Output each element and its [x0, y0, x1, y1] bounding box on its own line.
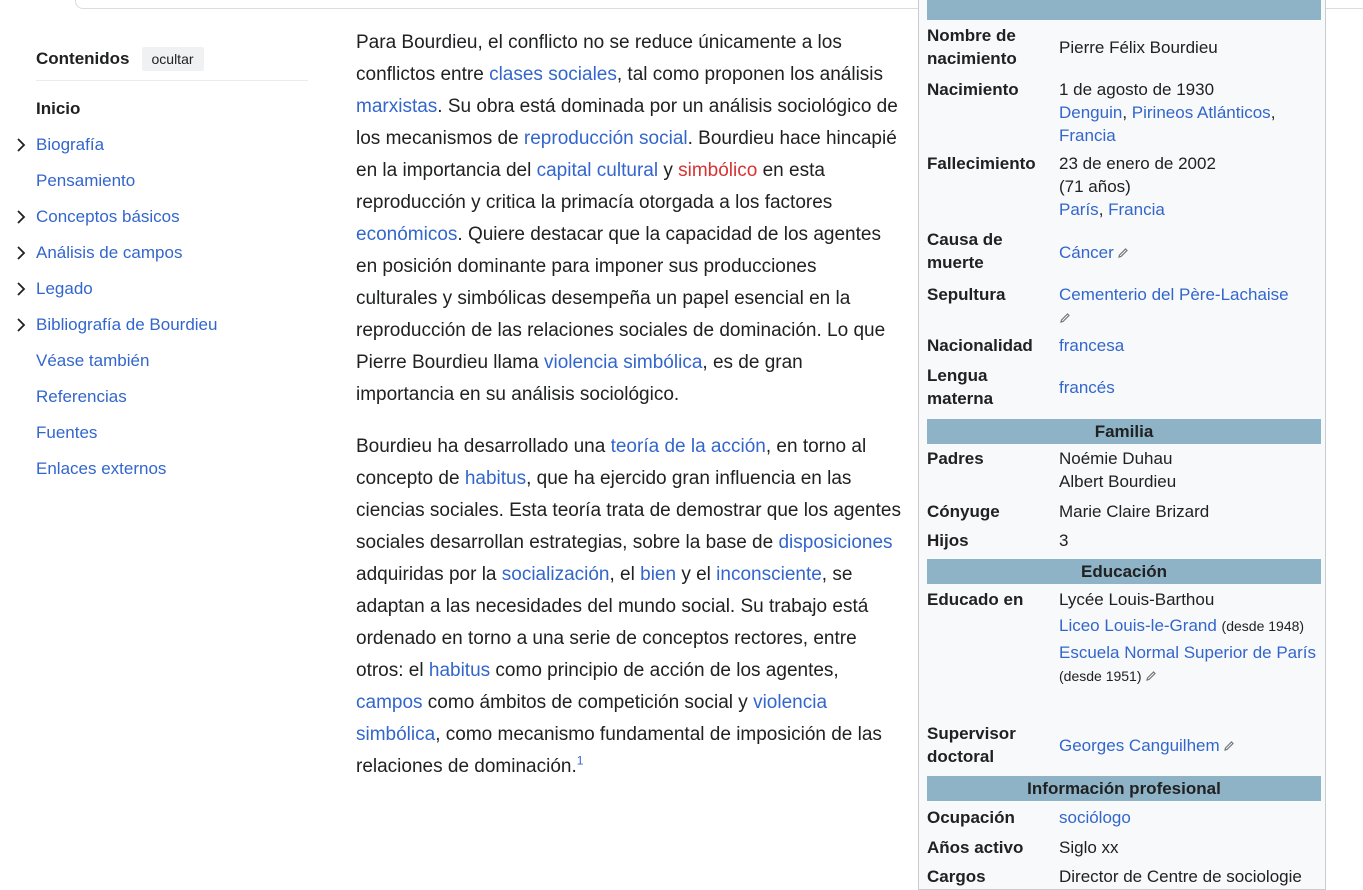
link-frances[interactable]: francés [1059, 378, 1115, 397]
text: , es de gran importancia en su análisis sociológico. [356, 352, 803, 405]
infobox-row-supervisor [927, 722, 1321, 772]
label: Cónyuge [927, 502, 1000, 521]
value [1059, 241, 1321, 265]
school-note: (desde 1951) [1059, 668, 1142, 684]
pencil-icon[interactable] [1223, 735, 1235, 758]
toc-list [36, 91, 308, 487]
label: Educado en [927, 590, 1024, 609]
link-teoria-accion[interactable]: teoría de la acción [610, 436, 766, 457]
link-inconsciente[interactable]: inconsciente [716, 564, 822, 585]
value: Pierre Félix Bourdieu [1059, 38, 1218, 57]
value [1059, 447, 1321, 493]
infobox-row-birth-name [927, 24, 1321, 74]
toc-item-label: Inicio [36, 99, 81, 118]
label: Ocupación [927, 808, 1015, 827]
link-sociologo[interactable]: sociólogo [1059, 808, 1131, 827]
link-pirineos[interactable]: Pirineos Atlánticos [1131, 103, 1271, 122]
label: Cargos [927, 867, 986, 886]
school: Lycée Louis-Barthou [1059, 590, 1215, 609]
link-louis-le-grand[interactable]: Liceo Louis-le-Grand [1059, 616, 1217, 635]
infobox-row-occupation [927, 806, 1321, 830]
infobox-row-positions [927, 865, 1321, 889]
infobox-row-spouse [927, 500, 1321, 524]
infobox-row-parents [927, 447, 1321, 495]
death-date: 23 de enero de 2002 [1059, 154, 1216, 173]
toc-item-inicio[interactable] [36, 91, 308, 127]
text: . Bourdieu hace hincapié en la importancia del [356, 128, 897, 181]
toc-item-conceptos[interactable] [36, 199, 308, 235]
text: , que ha ejercido gran influencia en las ciencias sociales. Esta teoría trata de demostrar que los agentes sociales desarrollan estrategias, sobre la base de [356, 468, 901, 553]
parent: Albert Bourdieu [1059, 472, 1177, 491]
toc-item-label[interactable]: Bibliografía de Bourdieu [36, 315, 218, 334]
school-note: (desde 1948) [1221, 618, 1305, 634]
toc-item-analisis[interactable] [36, 235, 308, 271]
article-body [356, 27, 901, 803]
reference-link[interactable]: 1 [576, 753, 584, 768]
paragraph [356, 27, 901, 411]
value [1059, 734, 1321, 758]
infobox-row-years [927, 836, 1321, 860]
label: Causa de muerte [927, 230, 1003, 272]
value: Director de Centre de sociologie [1059, 867, 1302, 886]
value: 23 de enero de 2002 (71 años) París, Francia [1059, 152, 1321, 221]
link-escuela-normal[interactable]: Escuela Normal Superior de París [1059, 643, 1317, 662]
infobox-row-death [927, 152, 1321, 224]
link-clases-sociales[interactable]: clases sociales [489, 64, 617, 85]
value: Marie Claire Brizard [1059, 502, 1210, 521]
toc-item-bibliografia[interactable] [36, 307, 308, 343]
value [1059, 588, 1321, 688]
link-violencia-simbolica[interactable]: violencia simbólica [356, 692, 828, 745]
link-socializacion[interactable]: socialización [501, 564, 610, 585]
value [1059, 283, 1321, 330]
toc-item-label[interactable]: Enlaces externos [36, 459, 167, 478]
label: Nacionalidad [927, 336, 1033, 355]
infobox-section-familia: Familia [927, 419, 1321, 444]
text: Para Bourdieu, el conflicto no se reduce únicamente a los conflictos entre [356, 32, 842, 85]
pencil-icon[interactable] [1117, 242, 1129, 265]
section-heading-partial [356, 876, 496, 890]
link-pere-lachaise[interactable]: Cementerio del Père-Lachaise [1059, 285, 1289, 304]
infobox-section-educacion: Educación [927, 559, 1321, 584]
toc-item-vease[interactable] [36, 343, 308, 379]
infobox-section-profesional: Información profesional [927, 776, 1321, 801]
label: Nacimiento [927, 80, 1019, 99]
table-of-contents [36, 44, 308, 487]
infobox-row-cause [927, 228, 1321, 278]
text: en esta reproducción y critica la primacía otorgada a los factores [356, 160, 833, 213]
link-canguilhem[interactable]: Georges Canguilhem [1059, 736, 1220, 755]
text: y el [676, 564, 717, 585]
chevron-right-icon[interactable] [14, 235, 28, 271]
toc-item-fuentes[interactable] [36, 415, 308, 451]
toc-item-legado[interactable] [36, 271, 308, 307]
link-cancer[interactable]: Cáncer [1059, 243, 1114, 262]
label: Padres [927, 449, 984, 468]
link-habitus[interactable]: habitus [428, 660, 491, 681]
toc-title: Contenidos [36, 49, 130, 68]
infobox [918, 0, 1326, 890]
parent: Noémie Duhau [1059, 449, 1173, 468]
value [1059, 334, 1321, 357]
text: y [658, 160, 679, 181]
toc-item-label[interactable]: Biografía [36, 135, 105, 154]
redlink-simbolico[interactable]: simbólico [678, 160, 758, 181]
infobox-row-nationality [927, 334, 1321, 358]
link-disposiciones[interactable]: disposiciones [778, 532, 893, 553]
label: Fallecimiento [927, 154, 1036, 173]
toc-item-label[interactable]: Análisis de campos [36, 243, 183, 262]
paragraph [356, 431, 901, 783]
toc-item-referencias[interactable] [36, 379, 308, 415]
text: , tal como proponen los análisis [616, 64, 884, 85]
label: Hijos [927, 531, 969, 550]
text: , se adaptan a las necesidades del mundo social. Su trabajo está ordenado en torno a una serie de conceptos rectores, entre otros: el [356, 564, 869, 681]
infobox-header-bar [927, 0, 1321, 20]
infobox-row-education [927, 588, 1321, 713]
text: Bourdieu ha desarrollado una [356, 436, 611, 457]
link-francia[interactable]: Francia [1108, 200, 1165, 219]
link-paris[interactable]: París [1059, 200, 1099, 219]
chevron-right-icon[interactable] [14, 199, 28, 235]
value [1059, 376, 1321, 399]
toc-item-biografia[interactable] [36, 127, 308, 163]
label: Nombre de nacimiento [927, 26, 1017, 68]
link-reproduccion-social[interactable]: reproducción social [523, 128, 688, 149]
value: 3 [1059, 531, 1069, 550]
link-capital-cultural[interactable]: capital cultural [536, 160, 659, 181]
label: Supervisor doctoral [927, 724, 1016, 766]
infobox-row-language [927, 364, 1321, 414]
toc-item-label[interactable]: Conceptos básicos [36, 207, 180, 226]
text: , como mecanismo fundamental de imposición de las relaciones de dominación. [356, 724, 882, 777]
toc-item-label[interactable]: Fuentes [36, 423, 98, 442]
value: 1 de agosto de 1930 Denguin, Pirineos Atlánticos, Francia [1059, 78, 1321, 147]
toc-item-pensamiento[interactable] [36, 163, 308, 199]
label: Sepultura [927, 285, 1006, 304]
toc-item-label[interactable]: Pensamiento [36, 171, 136, 190]
infobox-row-birth [927, 78, 1321, 150]
chevron-right-icon[interactable] [14, 127, 28, 163]
toc-item-label[interactable]: Referencias [36, 387, 127, 406]
text: , en torno al concepto de [356, 436, 867, 489]
value: Siglo xx [1059, 838, 1119, 857]
value [1059, 806, 1321, 829]
link-economicos[interactable]: económicos [356, 224, 458, 245]
chevron-right-icon[interactable] [14, 307, 28, 343]
toc-header [36, 44, 308, 81]
toc-item-enlaces[interactable] [36, 451, 308, 487]
text: , el [609, 564, 641, 585]
toc-hide-button[interactable]: ocultar [142, 47, 204, 71]
text: adquiridas por la [356, 564, 502, 585]
link-bien[interactable]: bien [640, 564, 677, 585]
label: Lengua materna [927, 366, 994, 408]
text: como principio de acción de los agentes, [490, 660, 839, 681]
pencil-icon[interactable] [1059, 307, 1071, 330]
infobox-row-children [927, 529, 1321, 553]
text: como ámbitos de competición social y [422, 692, 754, 713]
link-francesa[interactable]: francesa [1059, 336, 1125, 355]
link-denguin[interactable]: Denguin [1059, 103, 1123, 122]
text: . Su obra está dominada por un análisis sociológico de los mecanismos de [356, 96, 898, 149]
chevron-right-icon[interactable] [14, 271, 28, 307]
link-francia[interactable]: Francia [1059, 126, 1116, 145]
death-age: (71 años) [1059, 177, 1131, 196]
toc-item-label[interactable]: Véase también [36, 351, 150, 370]
text: . Quiere destacar que la capacidad de los agentes en posición dominante para imponer sus producciones culturales y simbólicas desempeña un papel esencial en la reproducción de las relaciones sociales de dominación. Lo que Pierre Bourdieu llama [356, 224, 886, 373]
toc-item-label[interactable]: Legado [36, 279, 93, 298]
birth-date: 1 de agosto de 1930 [1059, 80, 1215, 99]
label: Años activo [927, 838, 1024, 857]
infobox-row-burial [927, 283, 1321, 329]
link-campos[interactable]: campos [356, 692, 423, 713]
pencil-icon[interactable] [1145, 665, 1157, 688]
link-habitus[interactable]: habitus [464, 468, 527, 489]
link-marxistas[interactable]: marxistas [356, 96, 438, 117]
link-violencia-simbolica[interactable]: violencia simbólica [543, 352, 703, 373]
